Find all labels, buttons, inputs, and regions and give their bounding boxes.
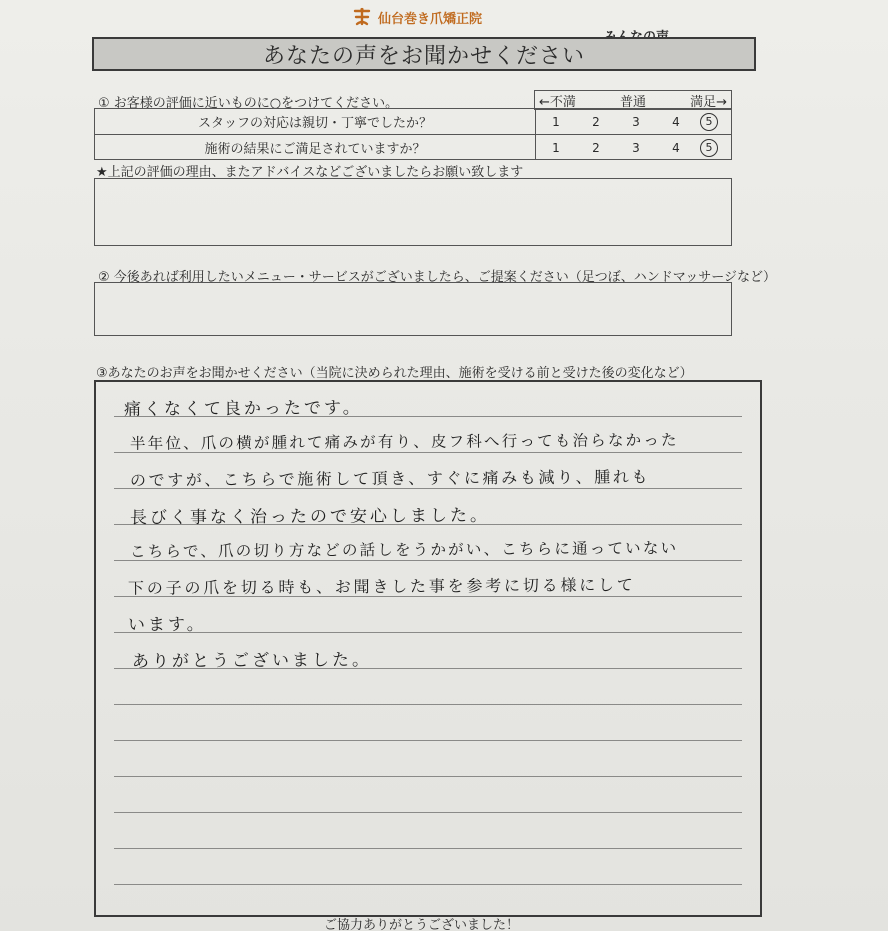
clinic-logo-icon: [352, 7, 372, 27]
ruled-line: [114, 632, 742, 633]
handwritten-line: 長びく事なく治ったので安心しました。: [129, 505, 491, 529]
rating-option-1[interactable]: 1: [552, 140, 560, 155]
ruled-line: [114, 884, 742, 885]
handwritten-line: こちらで、爪の切り方などの話しをうかがい、こちらに通っていない: [129, 539, 679, 561]
ruled-line: [114, 812, 742, 813]
rating-option-4[interactable]: 4: [672, 114, 680, 129]
clinic-header: [352, 6, 482, 28]
scale-left-label: ←不満: [539, 94, 576, 110]
rating-row-staff: [95, 109, 731, 135]
rating-option-1[interactable]: 1: [552, 114, 560, 129]
rating-options: [535, 135, 731, 160]
suggestion-textbox[interactable]: [94, 282, 732, 336]
reason-textbox[interactable]: [94, 178, 732, 246]
handwritten-line: 下の子の爪を切る時も、お聞きした事を参考に切る様にして: [127, 575, 636, 598]
ruled-line: [114, 704, 742, 705]
rating-options: [535, 109, 731, 134]
form-title-text: あなたの声をお聞かせください: [262, 43, 585, 69]
footer-thanks: ご協力ありがとうございました！: [324, 918, 520, 931]
rating-option-2[interactable]: 2: [592, 114, 600, 129]
clinic-name: 仙台巻き爪矯正院: [378, 11, 483, 27]
rating-option-5-selected[interactable]: 5: [700, 113, 718, 131]
handwritten-line: います。: [127, 614, 207, 636]
handwritten-line: ありがとうございました。: [131, 650, 373, 672]
reason-prompt: ★上記の評価の理由、またアドバイスなどございましたらお願い致します: [96, 165, 524, 180]
q1-prompt: ① お客様の評価に近いものに○をつけてください。: [98, 96, 399, 111]
rating-question: スタッフの対応は親切・丁寧でしたか？: [197, 116, 432, 131]
ruled-line: [114, 776, 742, 777]
rating-option-4[interactable]: 4: [672, 140, 680, 155]
rating-option-2[interactable]: 2: [592, 140, 600, 155]
rating-table: [94, 108, 732, 160]
rating-row-result: [95, 135, 731, 160]
q3-prompt: ③あなたのお声をお聞かせください（当院に決められた理由、施術を受ける前と受けた後の変化など）: [96, 366, 693, 381]
handwritten-line: のですが、こちらで施術して頂き、すぐに痛みも減り、腫れも: [129, 467, 651, 490]
handwritten-line: 半年位、爪の横が腫れて痛みが有り、皮フ科へ行っても治らなかった: [129, 431, 679, 453]
ruled-line: [114, 848, 742, 849]
voice-lined-box[interactable]: [94, 380, 762, 917]
rating-question: 施術の結果にご満足されていますか？: [204, 142, 426, 157]
scale-mid-label: 普通: [619, 94, 646, 110]
rating-scale-header: [534, 90, 732, 110]
scale-right-label: 満足→: [690, 94, 727, 110]
q2-prompt: ② 今後あれば利用したいメニュー・サービスがございましたら、ご提案ください（足つぼ、ハンドマッサージなど）: [98, 270, 777, 285]
rating-option-3[interactable]: 3: [632, 140, 640, 155]
rating-option-5-selected[interactable]: 5: [700, 139, 718, 157]
ruled-line: [114, 740, 742, 741]
form-title: [92, 37, 756, 71]
rating-option-3[interactable]: 3: [632, 114, 640, 129]
handwritten-line: 痛くなくて良かったです。: [123, 398, 363, 420]
